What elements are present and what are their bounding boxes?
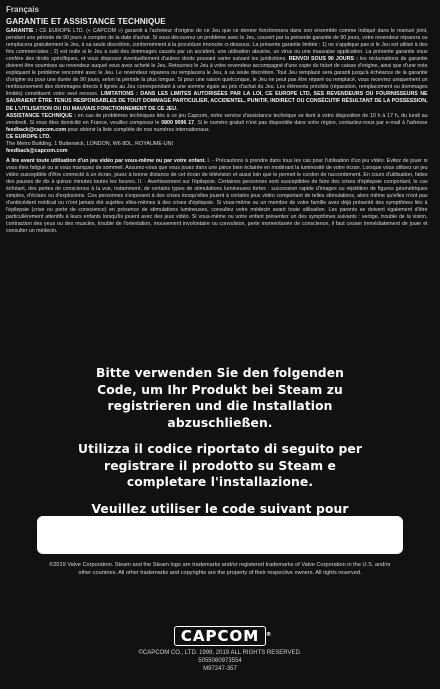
capcom-logo bbox=[174, 626, 273, 646]
steam-instruction-it: Utilizza il codice riportato di seguito per registrare il prodotto su Steam e completare l'installazione. bbox=[78, 442, 362, 489]
footer bbox=[0, 626, 440, 673]
steam-code-box[interactable] bbox=[37, 516, 403, 554]
steam-instruction-fr: Veuillez utiliser le code suivant pour bbox=[91, 501, 349, 516]
support-text-2: . Si le numéro gratuit n'est pas disponible dans votre région, contactez-nous par e-mail à l'adresse bbox=[194, 119, 428, 126]
company-address bbox=[6, 134, 434, 155]
support-text-3: pour obtenir la liste complète de nos numéros internationaux. bbox=[66, 126, 211, 133]
support-paragraph bbox=[6, 113, 428, 134]
health-paragraph bbox=[6, 158, 428, 236]
health-text: I. - Précautions à prendre dans tous les cas pour l'utilisation d'un jeu vidéo. Evitez de jouer si vous êtes fatigué ou si vous manquez de sommeil. Assurez-vous que vous jouez dans une pièce bien éclairée en modérant la luminosité de votre écran. Lorsque vous utilisez un jeu vidéo susceptible d'être connecté à un écran, jouez à bonne distance de cet écran de télévision et aussi loin que le permet le cordon de raccordement. En cours d'utilisation, faites des pauses de dix à quinze minutes toutes les heures. II. - Avertissement sur l'épilepsie. Certaines personnes sont susceptibles de faire des crises d'épilepsie comportant, le cas échéant, des pertes de conscience à la vue, notamment, de certains types de stimulations lumineuses fortes : succession rapide d'images ou répétition de figures géométriques simples, d'éclairs ou d'explosions. Ces personnes s'exposent à des crises lorsqu'elles jouent à certains jeux vidéo comportant de telles stimulations, alors même qu'elles n'ont pas d'antécédent médical ou n'ont jamais été sujettes elles-mêmes à des crises d'épilepsie. Si vous-même ou un membre de votre famille avez déjà présenté des symptômes liés à l'épilepsie (crise ou perte de conscience) en présence de stimulations lumineuses, consultez votre médecin avant toute utilisation. Les parents se doivent également d'être particulièrement attentifs à leurs enfants lorsqu'ils jouent avec des jeux vidéo. Si vous-même ou votre enfant présentez un des symptômes suivants : vertige, trouble de la vision, contraction des yeux ou des muscles, trouble de l'orientation, mouvement involontaire ou convulsion, perte momentanée de conscience, il faut cesser immédiatement de jouer et consulter un médecin. bbox=[6, 157, 428, 235]
steam-legal-notice: ©2019 Valve Corporation. Steam and the Steam logo are trademarks and/or registered trademarks of Valve Corporation in the U.S. and/or other countries. All other trademarks and copyrights are the property of their respective owners. All rights reserved. bbox=[49, 562, 391, 576]
warranty-heading: GARANTIE ET ASSISTANCE TECHNIQUE bbox=[6, 17, 166, 26]
registered-mark: ® bbox=[266, 632, 273, 638]
capcom-logo-text: CAPCOM bbox=[180, 627, 260, 645]
support-phone: 0800 9096 17 bbox=[161, 119, 195, 126]
support-lead: ASSISTANCE TECHNIQUE : bbox=[6, 112, 76, 119]
capcom-copyright: ©CAPCOM CO., LTD. 1998, 2019 ALL RIGHTS RESERVED. bbox=[138, 650, 302, 656]
company-email-link[interactable]: feedback@capcom.com bbox=[6, 147, 68, 154]
company-name: CE EUROPE LTD. bbox=[6, 133, 51, 140]
company-street: The Metro Building, 1 Butterwick, LONDON, W6 8DL, ROYAUME-UNI bbox=[6, 140, 174, 147]
warranty-lead: GARANTIE : bbox=[6, 28, 38, 34]
support-email-link[interactable]: feedback@capcom.com bbox=[6, 126, 67, 133]
limitations-text: LIMITATIONS : DANS LES LIMITES AUTORISÉES PAR LA LOI, CE EUROPE LTD, SES REVENDEURS OU FOURNISSEURS NE SAURAIENT ÊTRE TENUS RESPONSABLES DE TOUT DOMMAGE PARTICULIER, ACCIDENTEL, PUNITIF, INDIRECT OU CONSÉCUTIF RÉSULTANT DE LA POSSESSION, DE L'UTILISATION OU DU MAUVAIS FONCTIONNEMENT DE CE JEU. bbox=[6, 91, 428, 112]
steam-instruction-de: Bitte verwenden Sie den folgenden Code, um Ihr Produkt bei Steam zu registrieren und die Installation abzuschließen. bbox=[96, 366, 344, 430]
product-reference: M97247-357 bbox=[203, 666, 237, 672]
returns-lead: RENVOI SOUS 90 JOURS : bbox=[288, 56, 358, 63]
support-text-1: en cas de problèmes techniques liés à ce jeu Capcom, notre service d'assistance technique se tient à votre disposition de 10 h à 17 h, du lundi au vendredi. Si vous êtes domicilié en France, veuillez composez le bbox=[6, 112, 428, 126]
language-label: Français bbox=[6, 5, 39, 14]
returns-text: les réclamations de garantie doivent être soumises au revendeur auquel vous avez acheté le Jeu. Retournez le Jeu à votre revendeur accompagné d'une copie du ticket de caisse d'origine, ainsi que d'une note expliquant le problème rencontré avec le Jeu. Le revendeur réparera ou remplacera le Jeu, à sa seule discrétion. Tout Jeu remplacé sera garanti jusqu'à échéance de la garantie d'origine ou pour une durée de 90 jours, selon la période la plus longue. Si pour une raison quelconque, le Jeu ne peut pas être réparé ou remplacé, vous recevrez uniquement un remboursement des dommages directs il lignés au Jeu correspondant à une somme égale au prix d'achat du Jeu. Les éléments précités (réparation, remplacement ou dommages limités) constituent votre seul recours. bbox=[6, 56, 428, 98]
health-lead: A lire avant toute utilisation d'un jeu vidéo par vous-même ou par votre enfant. bbox=[6, 157, 206, 164]
warranty-paragraph bbox=[6, 28, 428, 113]
barcode-number: 5055060973554 bbox=[198, 658, 242, 664]
warranty-text: CE EUROPE LTD. (« CAPCOM ») garantit à l'acheteur d'origine de ce Jeu que ce dernier fonctionnera dans son ensemble comme indiqué dans le manuel joint, pendant une période de 90 jours à compter de la date d'achat. Si vous découvrez un problème avec le Jeu, couvert par la présente garantie de 90 jours, votre revendeur réparera ou remplacera gratuitement le Jeu, à sa seule discrétion, conformément à la procédure énoncée ci-dessous. La présente garantie limitée : 1) ne s'applique pas si le Jeu est utilisé à des fins commerciales ; 2) est nulle si le Jeu a subi des dommages causés par un accident, une utilisation abusive, un virus ou une mauvaise application. La présente garantie vous confère des droits spécifiques, et vous disposez éventuellement d'autres droits pouvant varier suivant les juridictions. bbox=[6, 28, 428, 63]
